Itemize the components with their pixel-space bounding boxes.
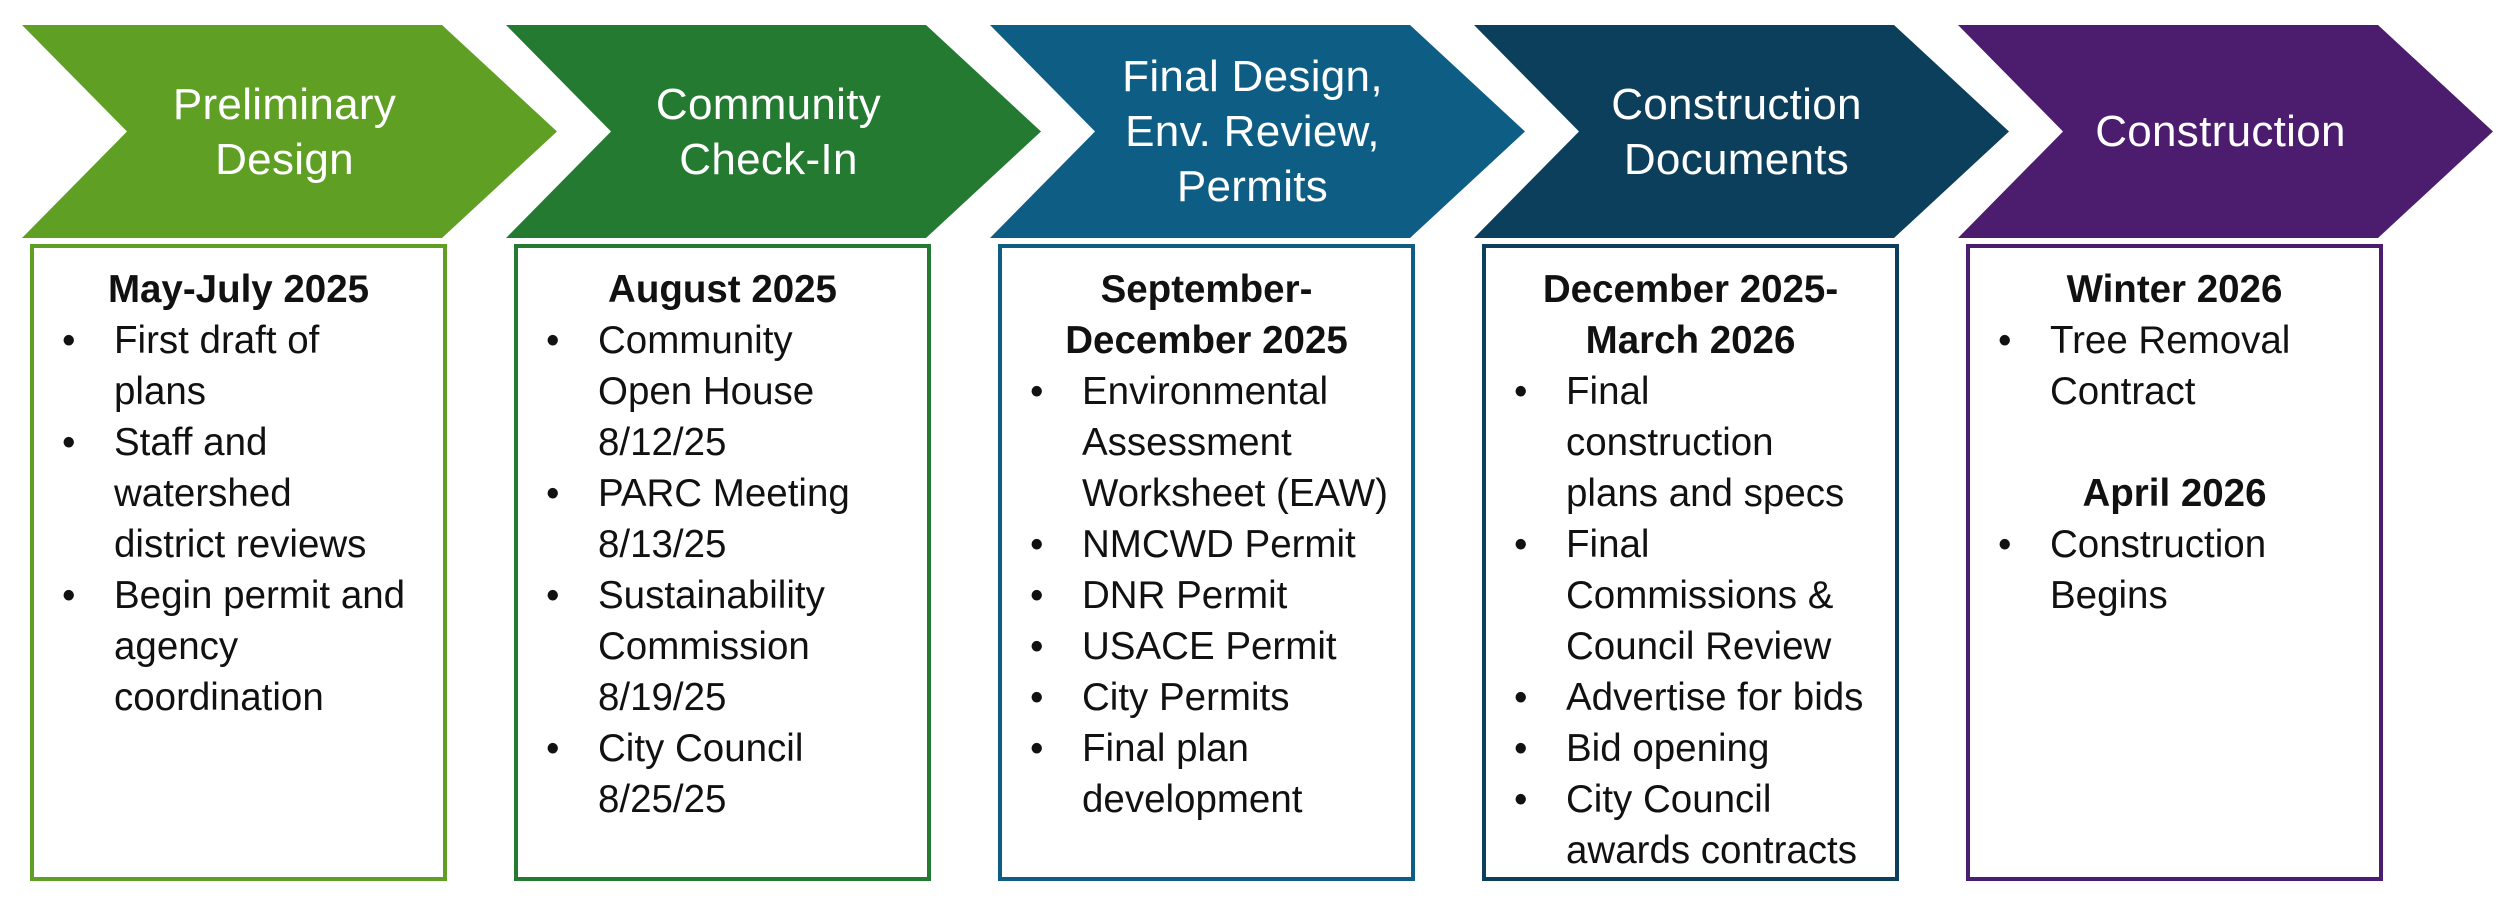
bullet-icon: •: [62, 319, 76, 362]
task-text: PARC Meeting 8/13/25: [598, 472, 850, 566]
section-date-heading: December 2025- March 2026: [1542, 268, 1839, 362]
bullet-icon: •: [1030, 727, 1044, 770]
stage-chevron: [1958, 25, 2493, 238]
task-list-item: [1980, 315, 2369, 417]
task-text: Construction Begins: [2050, 523, 2267, 617]
section-date-heading: September- December 2025: [1065, 268, 1348, 362]
task-text: Final plan development: [1082, 727, 1303, 821]
bullet-icon: •: [1030, 574, 1044, 617]
bullet-icon: •: [546, 319, 560, 362]
bullet-icon: •: [1030, 625, 1044, 668]
bullet-icon: •: [1030, 523, 1044, 566]
stage-title: Preliminary Design: [172, 79, 397, 184]
task-text: NMCWD Permit: [1082, 523, 1356, 566]
stage-detail-card: [1482, 244, 1899, 881]
task-list: [1496, 366, 1885, 876]
stage-detail-card: [514, 244, 931, 881]
task-list-item: [1496, 519, 1885, 672]
stage-chevron: [1474, 25, 2009, 238]
task-list-item: [1012, 366, 1401, 519]
stage-detail-card: [1966, 244, 2383, 881]
task-list-item: [1496, 774, 1885, 876]
task-list-item: [44, 417, 433, 570]
stage-detail-card: [998, 244, 1415, 881]
section-date-heading: August 2025: [608, 268, 837, 311]
task-text: First draft of plans: [114, 319, 320, 413]
task-list-item: [44, 315, 433, 417]
task-text: Tree Removal Contract: [2050, 319, 2291, 413]
task-text: Community Open House 8/12/25: [598, 319, 815, 464]
bullet-icon: •: [1514, 778, 1528, 821]
task-text: USACE Permit: [1082, 625, 1337, 668]
task-text: City Council 8/25/25: [598, 727, 804, 821]
task-list: [1980, 519, 2369, 621]
task-text: Final construction plans and specs: [1566, 370, 1845, 515]
task-list: [1012, 366, 1401, 825]
bullet-icon: •: [1030, 676, 1044, 719]
stage-chevron: [22, 25, 557, 238]
task-text: Sustainability Commission 8/19/25: [598, 574, 825, 719]
task-list-item: [528, 468, 917, 570]
bullet-icon: •: [1514, 370, 1528, 413]
bullet-icon: •: [1998, 523, 2012, 566]
bullet-icon: •: [546, 727, 560, 770]
task-list-item: [1012, 570, 1401, 621]
stage-chevron: [506, 25, 1041, 238]
stage-chevron: [990, 25, 1525, 238]
bullet-icon: •: [1514, 676, 1528, 719]
task-list-item: [528, 570, 917, 723]
stage-title: Construction Documents: [1611, 79, 1862, 184]
task-text: City Permits: [1082, 676, 1290, 719]
task-text: Environmental Assessment Worksheet (EAW): [1082, 370, 1388, 515]
section-date-heading: May-July 2025: [107, 268, 370, 311]
task-list: [528, 315, 917, 825]
bullet-icon: •: [1030, 370, 1044, 413]
task-list-item: [1012, 672, 1401, 723]
task-list-item: [528, 315, 917, 468]
task-list-item: [1012, 723, 1401, 825]
task-text: Bid opening: [1566, 727, 1770, 770]
task-list-item: [1980, 519, 2369, 621]
section-date-heading: Winter 2026: [2066, 268, 2283, 311]
section-date-heading: April 2026: [2082, 472, 2267, 515]
bullet-icon: •: [62, 421, 76, 464]
bullet-icon: •: [546, 574, 560, 617]
bullet-icon: •: [1998, 319, 2012, 362]
task-list-item: [44, 570, 433, 723]
stage-title: Construction: [2095, 107, 2346, 156]
task-text: Advertise for bids: [1566, 676, 1864, 719]
stage-detail-card: [30, 244, 447, 881]
stage-title: Final Design, Env. Review, Permits: [1122, 52, 1383, 211]
stage-title: Community Check-In: [655, 79, 882, 184]
task-text: Begin permit and agency coordination: [114, 574, 406, 719]
task-list: [44, 315, 433, 723]
task-list-item: [1496, 723, 1885, 774]
task-list: [1980, 315, 2369, 417]
task-list-item: [1496, 366, 1885, 519]
task-list-item: [1012, 519, 1401, 570]
task-text: Staff and watershed district reviews: [114, 421, 367, 566]
task-text: City Council awards contracts: [1566, 778, 1858, 872]
bullet-icon: •: [62, 574, 76, 617]
task-list-item: [1012, 621, 1401, 672]
bullet-icon: •: [1514, 523, 1528, 566]
task-text: Final Commissions & Council Review: [1566, 523, 1834, 668]
bullet-icon: •: [1514, 727, 1528, 770]
bullet-icon: •: [546, 472, 560, 515]
task-text: DNR Permit: [1082, 574, 1288, 617]
task-list-item: [528, 723, 917, 825]
task-list-item: [1496, 672, 1885, 723]
